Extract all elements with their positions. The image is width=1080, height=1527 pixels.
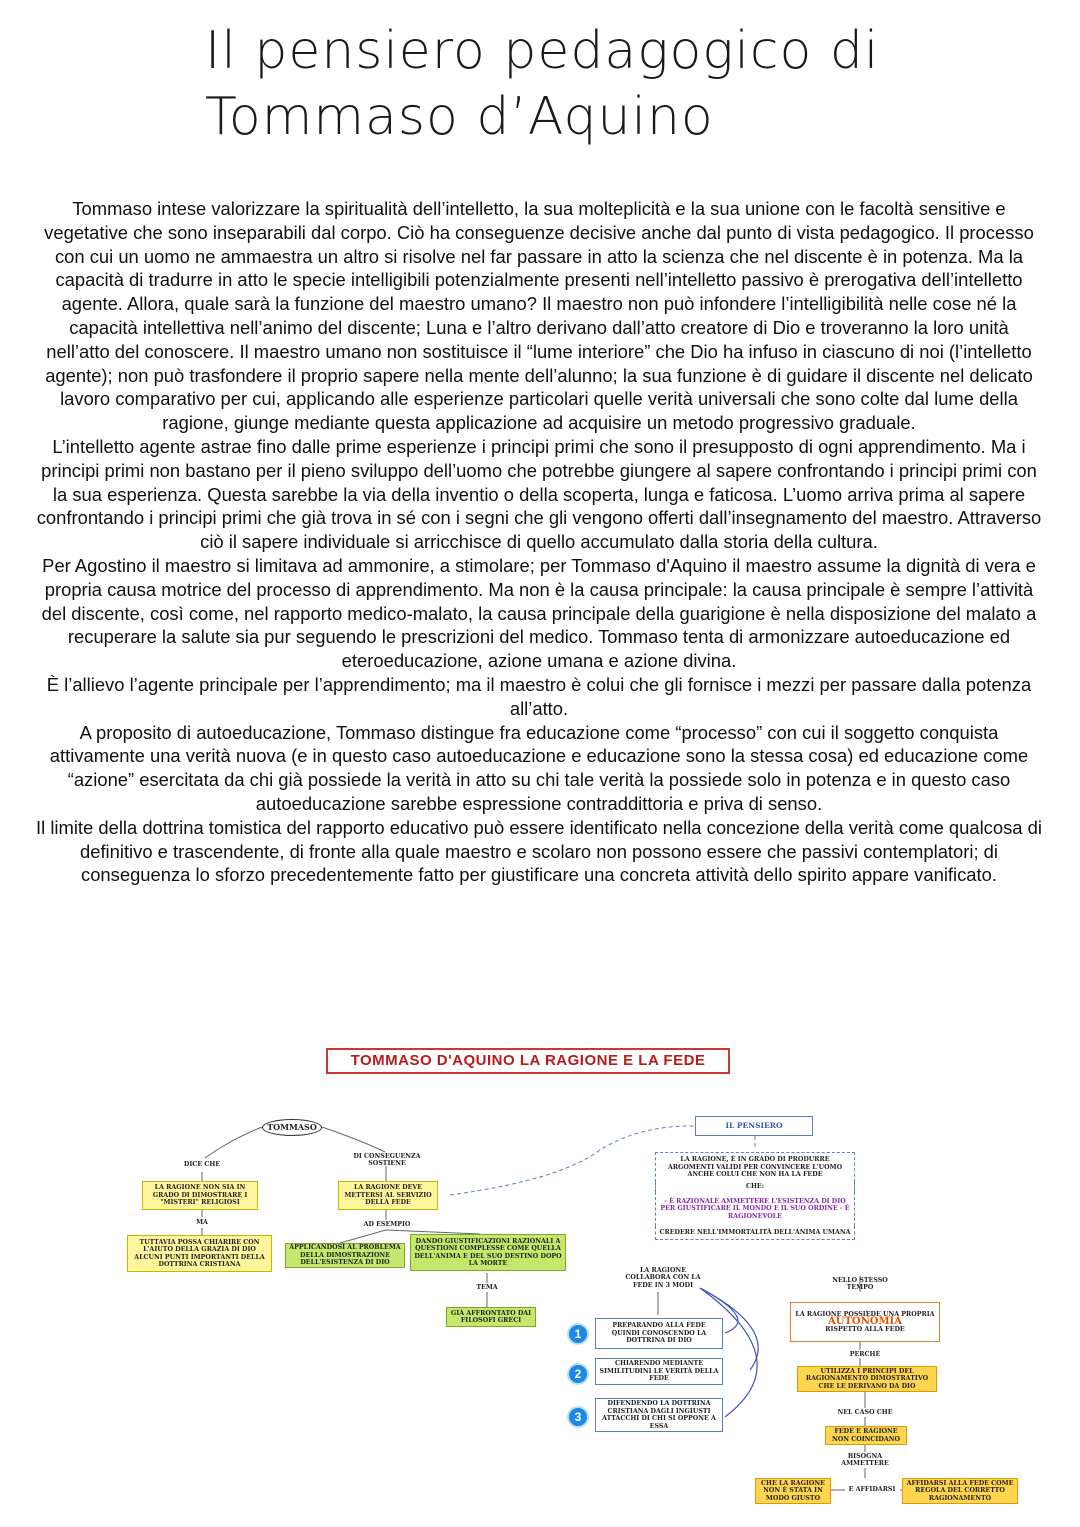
autonomia-word: AUTONOMIA [828,1316,902,1328]
label-perche: PERCHÉ [849,1350,881,1358]
node-mode-2: CHIARENDO MEDIANTE SIMILITUDINI LE VERITÀ DELLA FEDE [595,1358,723,1385]
mode-number-2: 2 [567,1363,589,1385]
node-affidarsi: AFFIDARSI ALLA FEDE COME REGOLA DEL CORRETTO RAGIONAMENTO [902,1478,1018,1504]
paragraph: È l’allievo l’agente principale per l’apprendimento; ma il maestro è colui che gli fornisce i mezzi per passare dalla potenza all’atto. [46,673,1032,719]
paragraph: Tommaso intese valorizzare la spiritualità dell’intelletto, la sua molteplicità e la sua unione con le facoltà sensitive e vegetative che sono inseparabili dal corpo. Ciò ha conseguenze decisive anche dal punto di vista pedagogico. Il processo con cui un uomo ne ammaestra un altro si risolve nel far passare in atto la scienza che nel discente è in potenza. Ma la capacità di tradurre in atto le specie intelligibili potenzialmente presenti nell’intelletto passivo è prerogativa dell’intelletto agente. Allora, quale sarà la funzione del maestro umano? Il maestro non può infondere l’intelligibilità nelle cose né la capacità intellettiva nell’animo del discente; Luna e l’altro derivano dall’atto creatore di Dio e troveranno la loro unità nell’atto del conoscere. Il maestro umano non sostituisce il “lume interiore” che Dio ha infuso in ciascuno di noi (l’intelletto agente); non può trasfondere il proprio sapere nella mente dell’alunno; la sua funzione è di guidare il discente nel delicato lavoro comparativo per cui, applicando alle esperienze particolari quelle verità universali che sono colte dal lume della ragione, giunge mediante questa applicazione ad acquisire un metodo progressivo graduale. [44,198,1034,434]
label-collabora: LA RAGIONE COLLABORA CON LA FEDE IN 3 MODI [625,1266,701,1289]
label-che: CHE: [655,1182,855,1192]
node-applicandosi: APPLICANDOSI AL PROBLEMA DELLA DIMOSTRAZIONE DELL'ESISTENZA DI DIO [285,1243,405,1268]
node-fede-ragione: FEDE E RAGIONE NON COINCIDANO [825,1426,907,1445]
title-line-1: Il pensiero pedagogico di [205,21,880,81]
node-dando: DANDO GIUSTIFICAZIONI RAZIONALI A QUESTIONI COMPLESSE COME QUELLA DELL'ANIMA E DEL SUO DESTINO DOPO LA MORTE [410,1234,566,1271]
label-ma: MA [196,1218,208,1226]
node-il-pensiero: IL PENSIERO [695,1116,813,1136]
node-che-items: - È RAZIONALE AMMETTERE L'ESISTENZA DI DIO PER GIUSTIFICARE IL MONDO E IL SUO ORDINE - È RAGIONEVOLE [655,1192,855,1226]
node-mode-1: PREPARANDO ALLA FEDE QUINDI CONOSCENDO LA DOTTRINA DI DIO [595,1318,723,1349]
paragraph: A proposito di autoeducazione, Tommaso distingue fra educazione come “processo” con cui il soggetto conquista attivamente una verità nuova (e in questo caso autoeducazione e educazione sono la stessa cosa) ed educazione come “azione” esercitata da chi già possiede la verità in atto su chi tale verità la possiede solo in potenza e in questo caso autoeducazione sarebbe espressione contraddittoria e priva di senso. [49,721,1029,814]
page-title [0,18,1080,150]
mode-number-1: 1 [567,1323,589,1345]
node-ragione-deve: LA RAGIONE DEVE METTERSI AL SERVIZIO DELLA FEDE [338,1181,438,1210]
title-line-2: Tommaso d’Aquino [205,87,714,147]
node-credere: CREDERE NELL'IMMORTALITÀ DELL'ANIMA UMANA [655,1226,855,1240]
node-tommaso: TOMMASO [262,1119,322,1136]
paragraph: Il limite della dottrina tomistica del rapporto educativo può essere identificato nella concezione della verità come qualcosa di definitivo e trascendente, di fronte alla quale maestro e scolaro non possono essere che passivi contemplatori; di conseguenza lo sforzo precedentemente fatto per giustificare una concreta attività dello spirito appare vanificato. [36,816,1042,886]
body-text [36,197,1042,887]
node-gia: GIÀ AFFRONTATO DAI FILOSOFI GRECI [446,1307,536,1327]
node-che-la-ragione: CHE LA RAGIONE NON È STATA IN MODO GIUSTO [755,1478,831,1504]
node-autonomia [790,1302,940,1342]
autonomia-post: RISPETTO ALLA FEDE [825,1325,905,1333]
node-mode-3: DIFENDENDO LA DOTTRINA CRISTIANA DAGLI INGIUSTI ATTACCHI DI CHI SI OPPONE A ESSA [595,1398,723,1432]
connector-lines [0,1040,1080,1527]
concept-map [0,1040,1080,1527]
node-tuttavia: TUTTAVIA POSSA CHIARIRE CON L'AIUTO DELLA GRAZIA DI DIO ALCUNI PUNTI IMPORTANTI DELLA DOTTRINA CRISTIANA [127,1235,272,1272]
label-ad-esempio: AD ESEMPIO [363,1221,411,1229]
autonomia-pre: LA RAGIONE POSSIEDE UNA PROPRIA [795,1310,935,1318]
label-dice-che: DICE CHE [183,1161,221,1169]
node-ragione-non: LA RAGIONE NON SIA IN GRADO DI DIMOSTRARE I "MISTERI" RELIGIOSI [142,1181,258,1210]
map-title: TOMMASO D'AQUINO LA RAGIONE E LA FEDE [326,1048,730,1074]
label-nello-stesso: NELLO STESSO TEMPO [832,1276,888,1291]
paragraph: Per Agostino il maestro si limitava ad ammonire, a stimolare; per Tommaso d'Aquino il maestro assume la dignità di vera e propria causa motrice del processo di apprendimento. Ma non è la causa principale: la causa principale è sempre l’attività del discente, così come, nel rapporto medico-malato, la causa principale della guarigione è nella disposizione del malato a recuperare la salute sia pur seguendo le prescrizioni del medico. Tommaso tenta di armonizzare autoeducazione ed eteroeducazione, azione umana e azione divina. [41,554,1037,672]
paragraph: L’intelletto agente astrae fino dalle prime esperienze i principi primi che sono il presupposto di ogni apprendimento. Ma i principi primi non bastano per il pieno sviluppo dell’uomo che potrebbe giungere al sapere confrontando i principi primi con la sua esperienza. Questa sarebbe la via della inventio o della scoperta, lunga e faticosa. L’uomo arriva prima al sapere confrontando i principi primi che già trova in sé con i segni che gli vengono offerti dall’insegnamento del maestro. Attraverso ciò il sapere individuale si arricchisce di quello accumulato dalla storia della cultura. [36,435,1042,553]
mode-number-3: 3 [567,1406,589,1428]
node-pensiero-intro: LA RAGIONE, È IN GRADO DI PRODURRE ARGOMENTI VALIDI PER CONVINCERE L'UOMO ANCHE COLUI CHE NON HA LA FEDE [655,1152,855,1182]
label-tema: TEMA [476,1284,498,1292]
label-di-conseguenza: DI CONSEGUENZA SOSTIENE [353,1152,421,1167]
node-utilizza: UTILIZZA I PRINCIPI DEL RAGIONAMENTO DIMOSTRATIVO CHE LE DERIVANO DA DIO [797,1366,937,1392]
label-bisogna: BISOGNA AMMETTERE [841,1452,889,1467]
label-e-affidarsi: E AFFIDARSI [848,1486,896,1494]
label-nel-caso: NEL CASO CHE [837,1408,893,1416]
